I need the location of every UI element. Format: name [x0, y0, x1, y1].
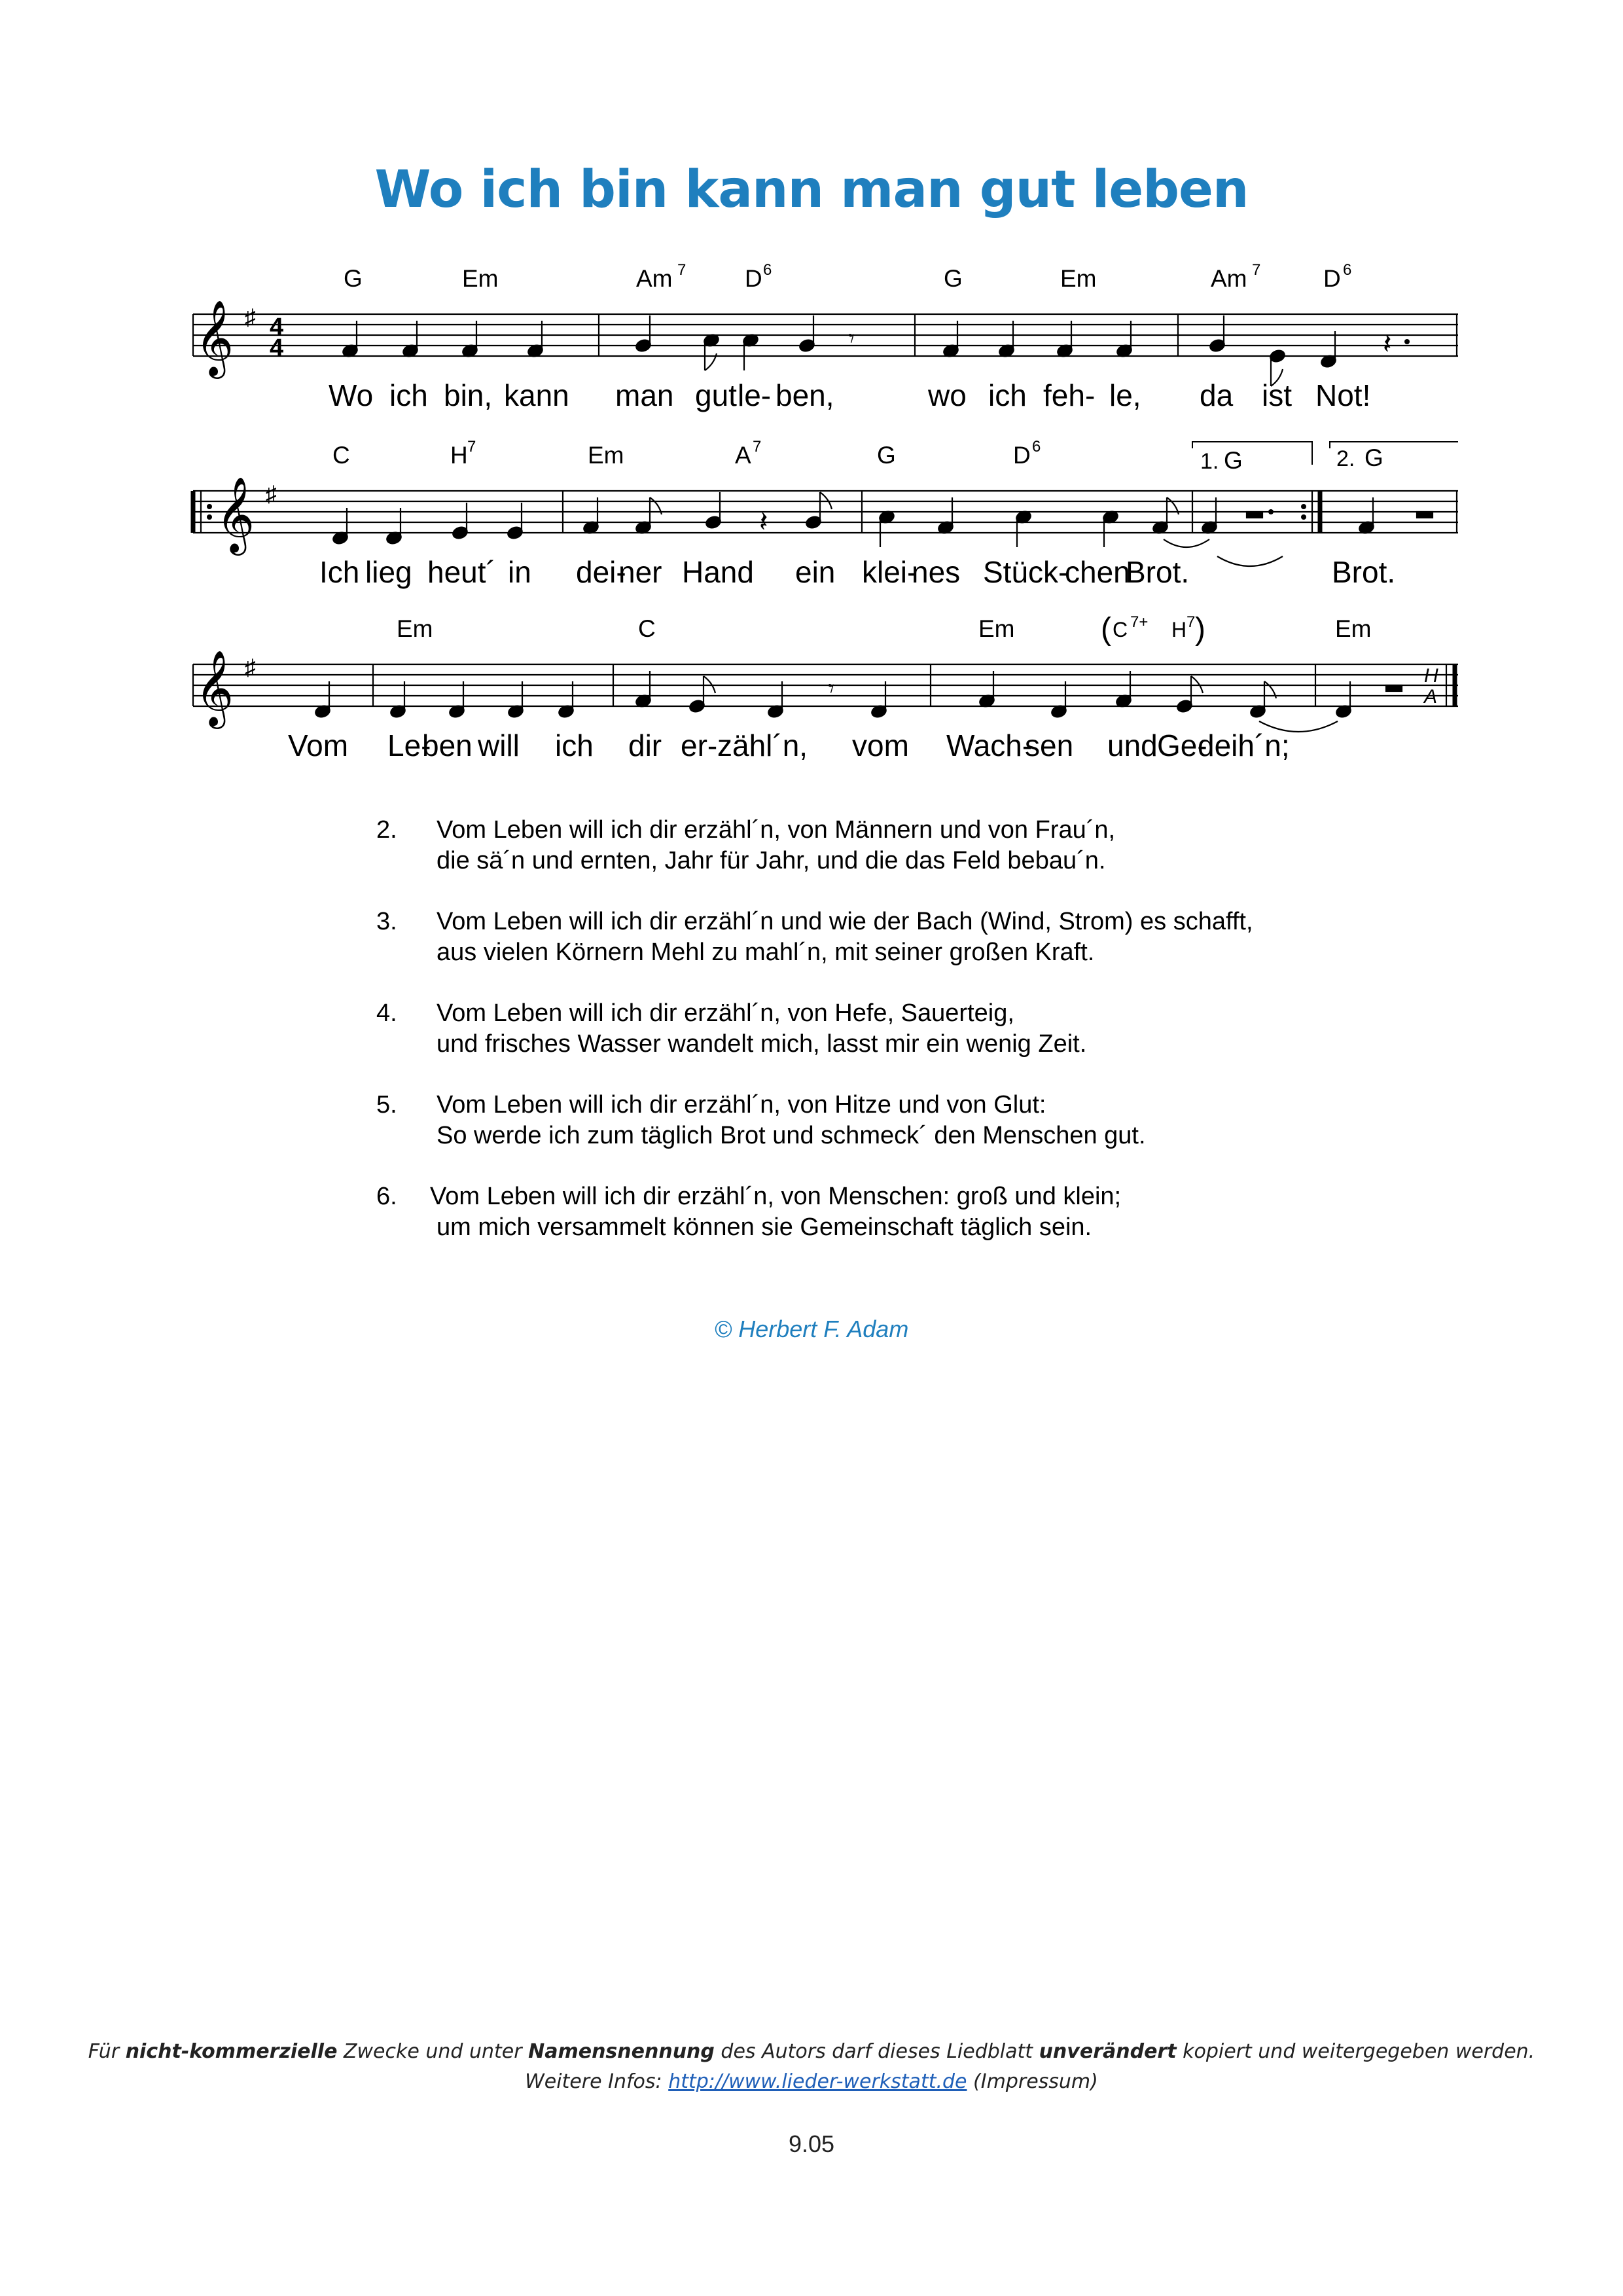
lyric: ich — [988, 378, 1027, 412]
chord: H — [1171, 618, 1187, 641]
footer-text: Für — [88, 2040, 126, 2063]
dot — [1268, 509, 1274, 514]
chord: C — [332, 442, 350, 469]
treble-clef-icon: 𝄞 — [195, 301, 234, 374]
lyric: Stück- — [983, 555, 1069, 589]
lyric: will — [478, 728, 520, 762]
verse-line: So werde ich zum täglich Brot und schmeck´ den Menschen gut. — [437, 1122, 1146, 1149]
chord-superscript: 7+ — [1130, 613, 1149, 631]
lyric: le, — [1109, 378, 1141, 412]
chord: Am — [1211, 265, 1247, 292]
lyric: kann — [504, 378, 569, 412]
lyric: Ge- — [1157, 728, 1207, 762]
chord-superscript: 6 — [763, 261, 772, 279]
lyric: gut — [695, 378, 737, 412]
chord: Em — [1335, 615, 1372, 642]
tie — [1217, 556, 1283, 566]
time-signature-bottom: 4 — [270, 334, 284, 362]
notes-system-2 — [332, 492, 1433, 547]
footer-text: kopiert und weitergegeben werden. — [1176, 2040, 1535, 2063]
verse-number: 3. — [376, 908, 397, 935]
chord: Em — [1060, 265, 1097, 292]
chord-superscript: 7 — [1186, 613, 1196, 631]
verse-number: 5. — [376, 1091, 397, 1119]
footer-emphasis: unverändert — [1039, 2040, 1177, 2063]
verse-number: 2. — [376, 816, 397, 844]
verse-number: 6. — [376, 1183, 397, 1210]
chord-superscript: 6 — [1343, 261, 1352, 279]
notes-system-1 — [342, 315, 1337, 386]
lyric: da — [1200, 378, 1234, 412]
chord-superscript: 7 — [677, 261, 687, 279]
lyrics-system-2 — [319, 555, 1395, 589]
lyric: ner — [618, 555, 662, 589]
chord: Am — [636, 265, 673, 292]
chord: Em — [978, 615, 1015, 642]
lyric: Brot. — [1126, 555, 1190, 589]
lyric: klei- — [862, 555, 918, 589]
lyric: zähl´n, — [717, 728, 808, 762]
chord: G — [344, 265, 363, 292]
verse-line: Vom Leben will ich dir erzähl´n, von Menschen: groß und klein; — [430, 1183, 1122, 1210]
lyric: feh- — [1043, 378, 1096, 412]
chord-superscript: 7 — [1252, 261, 1261, 279]
lyric: dei- — [576, 555, 626, 589]
verse-line: die sä´n und ernten, Jahr für Jahr, und die das Feld bebau´n. — [437, 847, 1106, 874]
chord: Em — [462, 265, 499, 292]
chord: H — [450, 442, 468, 469]
lyric: sen — [1025, 728, 1074, 762]
end-mark-upper: H — [1424, 665, 1438, 687]
footer-text: Zwecke und unter — [337, 2040, 529, 2063]
staff-system-1 — [193, 314, 1458, 356]
chord: D — [745, 265, 762, 292]
key-signature-sharp: ♯ — [245, 305, 256, 330]
lyric: Wach- — [946, 728, 1033, 762]
lyric: Not! — [1315, 378, 1371, 412]
lyric: chen — [1065, 555, 1130, 589]
lyric: le- — [738, 378, 772, 412]
chord: G — [944, 265, 963, 292]
lyric: ben — [422, 728, 473, 762]
key-signature-sharp: ♯ — [245, 655, 256, 680]
repeat-dot — [207, 504, 212, 509]
license-line — [0, 2037, 1623, 2067]
lyric: Le- — [387, 728, 431, 762]
chord: A — [735, 442, 751, 469]
lyrics-system-3 — [288, 728, 1290, 762]
chord-superscript: 7 — [467, 438, 476, 456]
footer-emphasis: Namensnennung — [528, 2040, 715, 2063]
time-signature-top: 4 — [270, 314, 284, 341]
volta-second: 2. — [1336, 446, 1355, 471]
chord: D — [1013, 442, 1031, 469]
lyric: nes — [912, 555, 961, 589]
chord: D — [1323, 265, 1341, 292]
verse-line: um mich versammelt können sie Gemeinschaft täglich sein. — [437, 1213, 1092, 1241]
website-link[interactable]: http://www.lieder-werkstatt.de — [668, 2070, 967, 2093]
verse-number: 4. — [376, 999, 397, 1027]
lyric: heut´ — [427, 555, 496, 589]
volta-first: 1. — [1200, 449, 1219, 474]
lyric: ich — [389, 378, 428, 412]
lyric: in — [508, 555, 531, 589]
lyric: wo — [928, 378, 967, 412]
tie — [1164, 539, 1209, 547]
lyric: ben, — [776, 378, 834, 412]
footer-notice — [0, 2037, 1623, 2097]
end-mark-lower: A — [1424, 686, 1438, 708]
chord-paren-close: ) — [1195, 612, 1205, 647]
verse-5 — [376, 1090, 1423, 1181]
lyric: Brot. — [1332, 555, 1396, 589]
quarter-rest-icon: 𝄽 — [759, 506, 768, 538]
chord: C — [1113, 618, 1128, 641]
lyric: bin, — [444, 378, 493, 412]
lyric: und — [1107, 728, 1158, 762]
verse-3 — [376, 906, 1423, 998]
lyric: vom — [852, 728, 909, 762]
eighth-rest-icon: 𝄾 — [828, 675, 835, 703]
lyric: ein — [795, 555, 836, 589]
lyric: lieg — [365, 555, 412, 589]
score-mark — [1386, 685, 1402, 691]
verse-6 — [376, 1181, 1423, 1273]
chord: G — [1364, 444, 1383, 471]
chord: G — [1224, 447, 1243, 474]
lyric: man — [615, 378, 674, 412]
verse-line: aus vielen Körnern Mehl zu mahl´n, mit seiner großen Kraft. — [437, 939, 1095, 966]
verse-line: Vom Leben will ich dir erzähl´n, von Hefe, Sauerteig, — [437, 999, 1014, 1027]
lyric: dir — [628, 728, 662, 762]
score-mark — [1417, 512, 1433, 518]
lyrics-system-1 — [329, 378, 1370, 412]
footer-text: des Autors darf dieses Liedblatt — [714, 2040, 1039, 2063]
key-signature-sharp: ♯ — [266, 482, 277, 507]
lyric: Wo — [329, 378, 374, 412]
treble-clef-icon: 𝄞 — [216, 478, 255, 551]
chord: Em — [397, 615, 433, 642]
chords-system-2 — [332, 438, 1383, 474]
chords-system-1 — [344, 261, 1351, 292]
chord-superscript: 6 — [1032, 438, 1041, 456]
page-number: 9.05 — [788, 2130, 835, 2157]
music-score — [0, 249, 1623, 772]
verse-line: Vom Leben will ich dir erzähl´n, von Hitze und von Glut: — [437, 1091, 1046, 1119]
lyric: er- — [681, 728, 718, 762]
info-label: Weitere Infos: — [525, 2070, 669, 2093]
lyric: Ich — [319, 555, 360, 589]
copyright-notice: © Herbert F. Adam — [714, 1316, 909, 1342]
chord: Em — [588, 442, 624, 469]
notes-system-3 — [314, 671, 1402, 719]
repeat-dot — [1301, 504, 1306, 509]
repeat-dot — [1301, 514, 1306, 520]
song-title: Wo ich bin kann man gut leben — [374, 160, 1249, 219]
chord: G — [877, 442, 896, 469]
verses-list — [376, 815, 1423, 1273]
verse-line: Vom Leben will ich dir erzähl´n, von Männern und von Frau´n, — [437, 816, 1116, 844]
lyric: ich — [555, 728, 594, 762]
lyric: Vom — [288, 728, 349, 762]
treble-clef-icon: 𝄞 — [195, 651, 234, 725]
verse-line: Vom Leben will ich dir erzähl´n und wie der Bach (Wind, Strom) es schafft, — [437, 908, 1253, 935]
repeat-dot — [207, 514, 212, 520]
score-mark — [1247, 512, 1262, 518]
chords-system-3 — [397, 612, 1372, 647]
lyric: ist — [1262, 378, 1292, 412]
chord: C — [638, 615, 656, 642]
info-line — [0, 2067, 1623, 2097]
chord-paren-open: ( — [1101, 612, 1111, 647]
footer-emphasis: nicht-kommerzielle — [125, 2040, 338, 2063]
info-suffix: (Impressum) — [967, 2070, 1098, 2093]
quarter-rest-icon: 𝄽 — [1383, 328, 1392, 360]
eighth-rest-icon: 𝄾 — [848, 325, 855, 353]
lyric: Hand — [682, 555, 754, 589]
verse-2 — [376, 815, 1423, 906]
verse-line: und frisches Wasser wandelt mich, lasst mir ein wenig Zeit. — [437, 1030, 1087, 1058]
verse-4 — [376, 998, 1423, 1090]
lyric: deih´n; — [1198, 728, 1290, 762]
dot — [1404, 339, 1410, 344]
chord-superscript: 7 — [753, 438, 762, 456]
